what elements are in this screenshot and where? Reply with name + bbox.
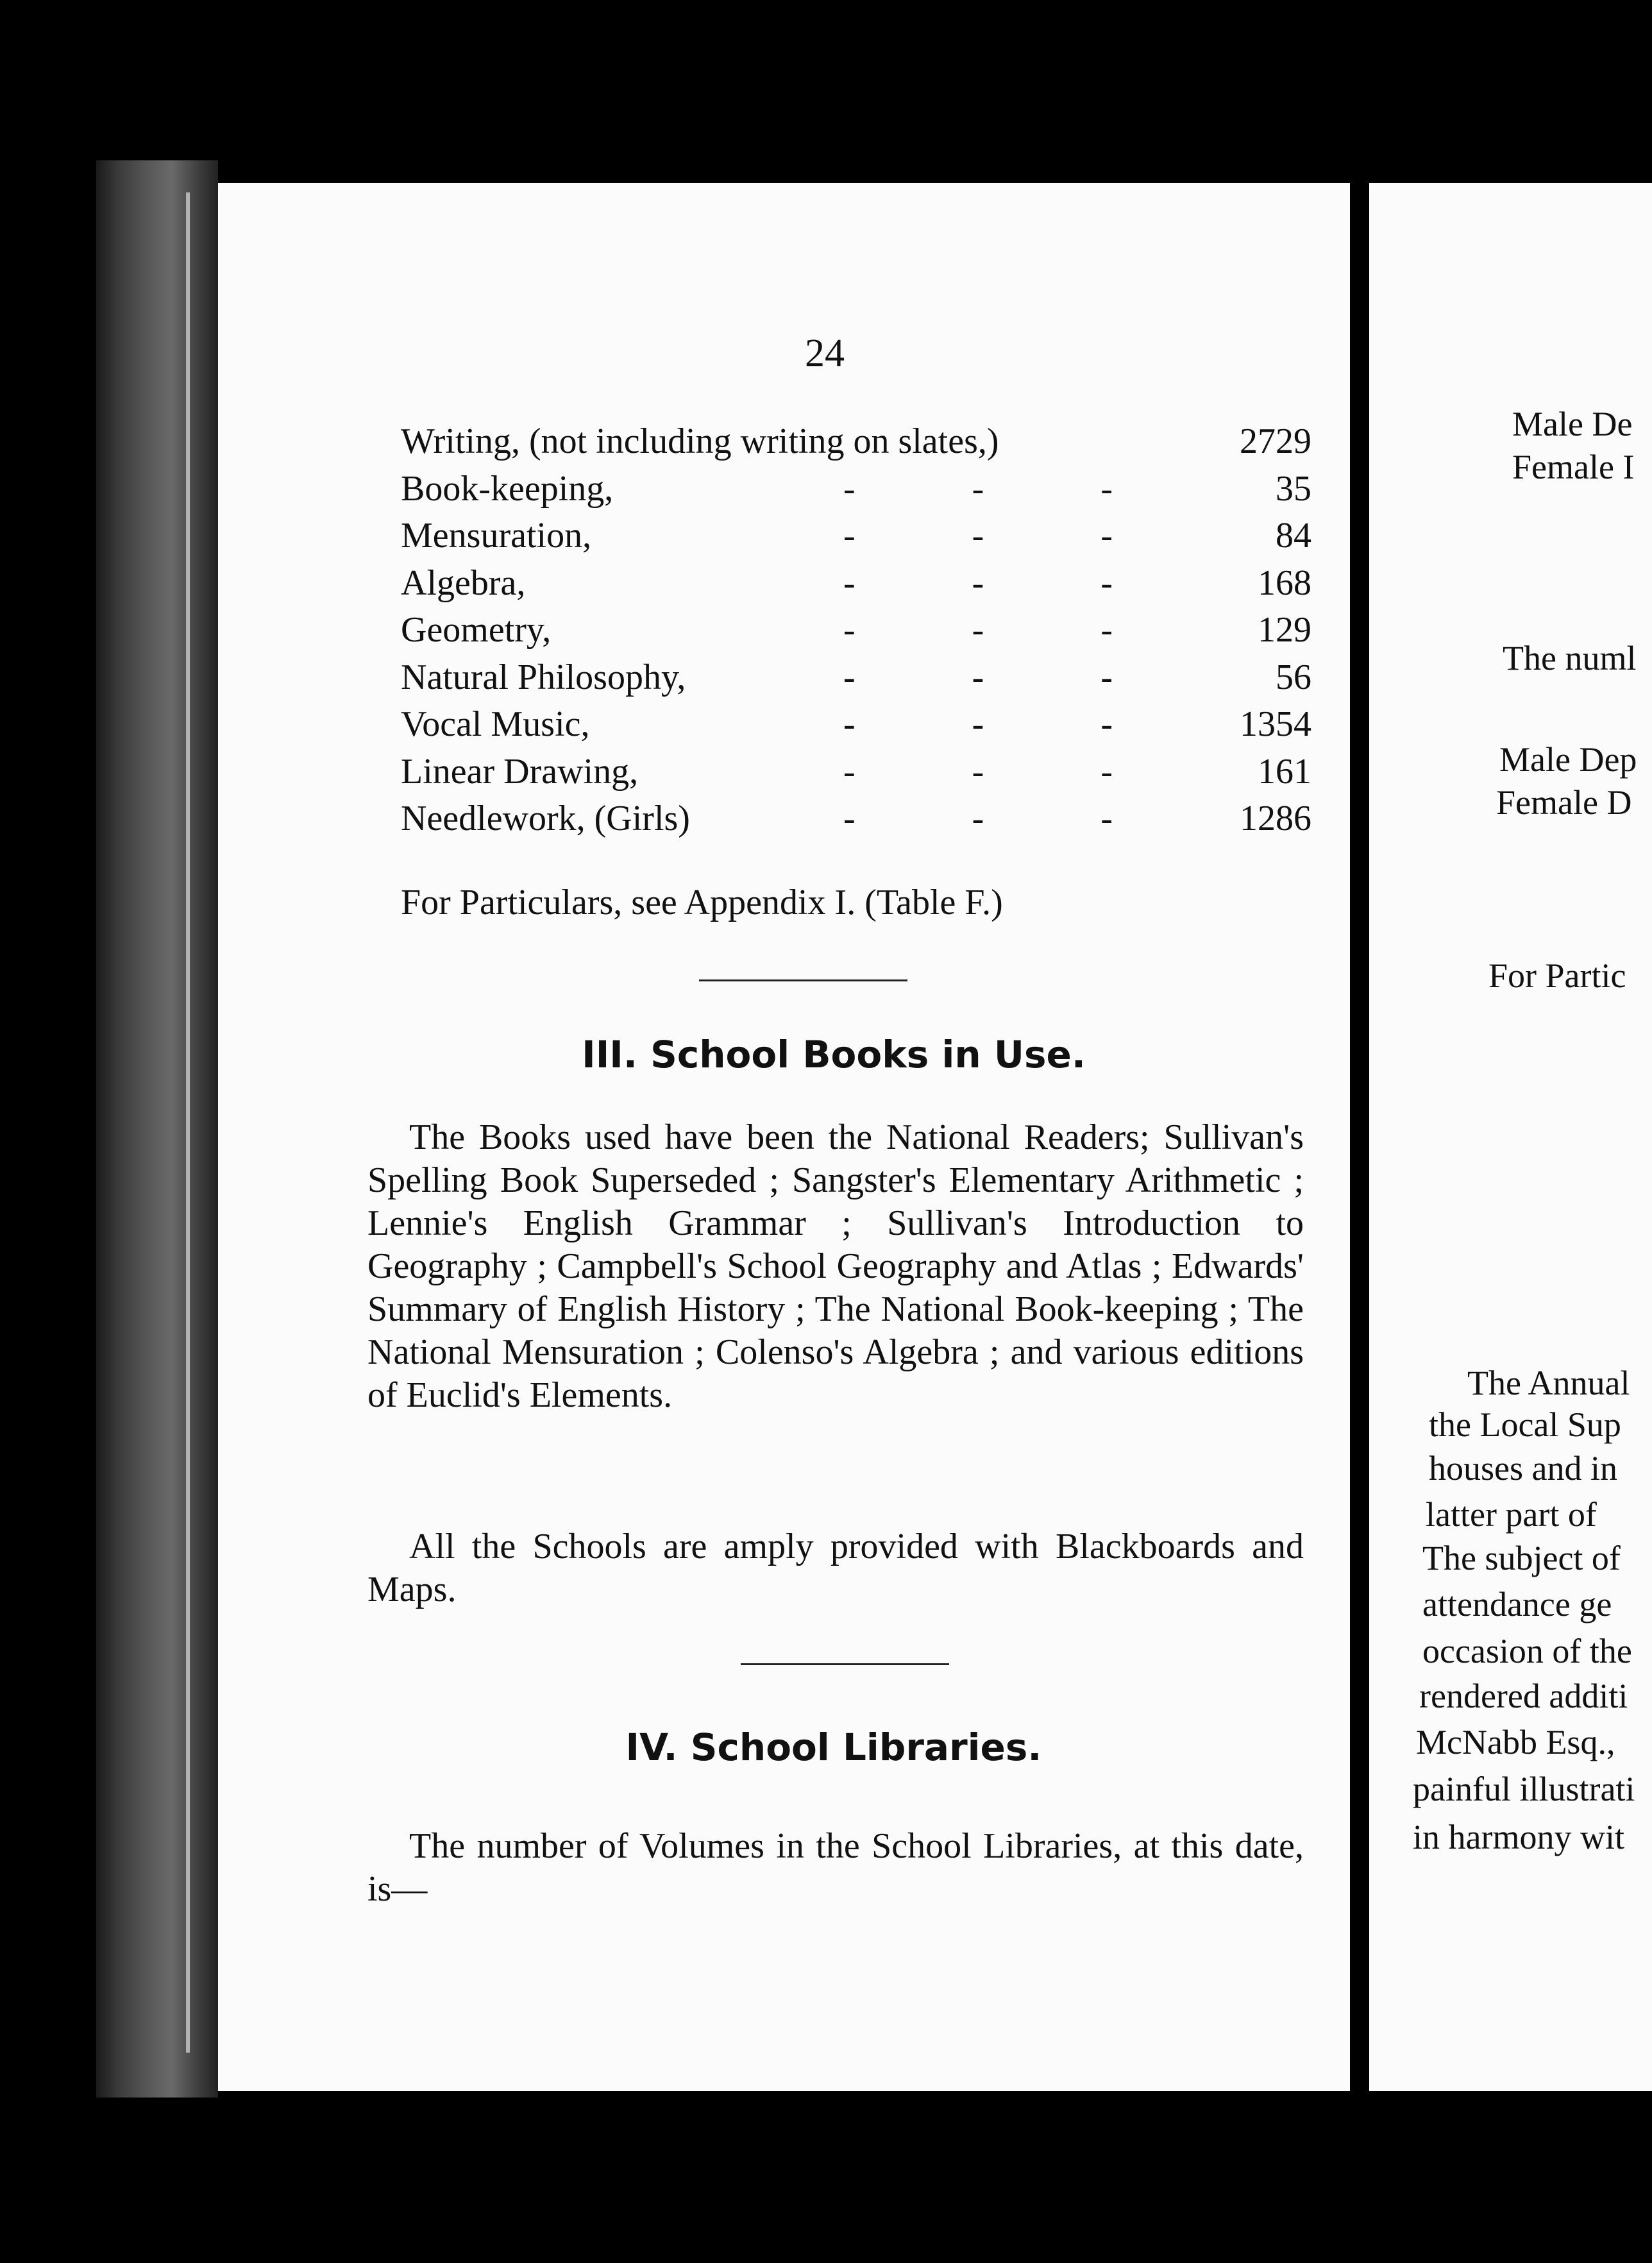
subject-name: Algebra, [401, 563, 526, 603]
right-page-line: occasion of the [1422, 1632, 1632, 1670]
subject-dashes [843, 560, 1113, 607]
subject-count: 1286 [1240, 799, 1311, 838]
dash: - [1100, 799, 1113, 838]
right-page-line: The subject of [1422, 1539, 1621, 1577]
dash: - [843, 468, 856, 509]
right-page-line: the Local Sup [1429, 1405, 1621, 1444]
right-page-line: painful illustrati [1413, 1770, 1635, 1808]
right-page-line: Female D [1496, 783, 1632, 822]
dash: - [843, 799, 856, 838]
section-heading-school-libraries: IV. School Libraries. [625, 1725, 1042, 1769]
dash: - [972, 516, 984, 555]
dash: - [843, 563, 856, 603]
subject-count: 168 [1258, 563, 1311, 603]
dash: - [972, 610, 984, 650]
subject-name: Needlework, (Girls) [401, 799, 690, 838]
subject-dashes [843, 607, 1113, 654]
particulars-note: For Particulars, see Appendix I. (Table F.) [401, 883, 1003, 922]
libraries-paragraph [367, 1825, 1304, 1911]
subject-name: Geometry, [401, 610, 552, 650]
blackboards-text: All the Schools are amply provided with Blackboards and Maps. [367, 1527, 1304, 1609]
subject-dashes [843, 513, 1113, 560]
spine-highlight [186, 192, 190, 2053]
subject-row [401, 418, 1311, 466]
subject-count: 84 [1276, 516, 1311, 555]
dash: - [972, 657, 984, 697]
subject-dashes [843, 654, 1113, 702]
dash: - [843, 657, 856, 697]
subject-name: Vocal Music, [401, 704, 590, 744]
section-divider [741, 1663, 949, 1665]
dash: - [1100, 516, 1113, 555]
subject-count: 1354 [1240, 704, 1311, 744]
subject-name: Book-keeping, [401, 468, 614, 509]
subject-name: Linear Drawing, [401, 751, 639, 792]
dash: - [843, 704, 856, 744]
subject-count: 56 [1276, 657, 1311, 697]
subject-row [401, 701, 1311, 749]
dash: - [843, 751, 856, 792]
dash: - [972, 799, 984, 838]
dash: - [1100, 657, 1113, 697]
dash: - [843, 516, 856, 555]
right-page-line: attendance ge [1422, 1585, 1612, 1623]
subject-name: Mensuration, [401, 516, 592, 555]
right-page-line: The Annual [1467, 1364, 1630, 1402]
dash: - [1100, 468, 1113, 509]
right-page-line: Male Dep [1499, 740, 1637, 779]
right-page-line: in harmony wit [1413, 1818, 1624, 1856]
dash: - [1100, 610, 1113, 650]
subject-dashes [843, 466, 1113, 513]
subject-row [401, 607, 1311, 654]
right-page-line: latter part of [1426, 1495, 1597, 1534]
right-page-line: rendered additi [1419, 1677, 1628, 1715]
right-page-text [1369, 183, 1652, 2091]
right-page-line: McNabb Esq., [1416, 1723, 1615, 1761]
book-spine [96, 160, 218, 2098]
subjects-list [401, 418, 1311, 843]
right-page-line: Male De [1512, 405, 1633, 443]
subject-count: 161 [1258, 751, 1311, 792]
subject-name: Natural Philosophy, [401, 657, 686, 697]
subject-row [401, 749, 1311, 796]
libraries-text: The number of Volumes in the School Libraries, at this date, is— [367, 1826, 1304, 1909]
subject-row [401, 654, 1311, 702]
section-divider [699, 979, 907, 981]
subject-count: 2729 [1240, 421, 1311, 461]
subject-row [401, 466, 1311, 513]
right-page-line: houses and in [1429, 1449, 1617, 1487]
dash: - [972, 751, 984, 792]
dash: - [972, 563, 984, 603]
right-page-line: For Partic [1488, 956, 1626, 995]
subject-dashes [843, 749, 1113, 796]
subject-dashes [843, 701, 1113, 749]
subject-row [401, 560, 1311, 607]
dash: - [1100, 751, 1113, 792]
dash: - [972, 468, 984, 509]
subject-row [401, 795, 1311, 843]
blackboards-paragraph [367, 1525, 1304, 1611]
subject-name: Writing, (not including writing on slates,) [401, 421, 999, 461]
school-books-paragraph [367, 1116, 1304, 1417]
subject-dashes [843, 795, 1113, 843]
right-page-line: Female I [1512, 448, 1635, 486]
subject-count: 129 [1258, 610, 1311, 650]
dash: - [843, 610, 856, 650]
section-heading-school-books: III. School Books in Use. [582, 1033, 1086, 1076]
subject-row [401, 513, 1311, 560]
dash: - [1100, 704, 1113, 744]
subject-count: 35 [1276, 468, 1311, 509]
right-page-line: The numl [1503, 639, 1637, 677]
school-books-text: The Books used have been the National Readers; Sullivan's Spelling Book Superseded ; Sangster's Elementary Arithmetic ; Lennie's English Grammar ; Sullivan's Introduction to Geography ; Campbell's School Geography and Atlas ; Edwards' Summary of English History ; The National Book-keeping ; The National Mensuration ; Colenso's Algebra ; and various editions of Euclid's Elements. [367, 1117, 1304, 1415]
dash: - [972, 704, 984, 744]
dash: - [1100, 563, 1113, 603]
page-number: 24 [805, 332, 845, 375]
